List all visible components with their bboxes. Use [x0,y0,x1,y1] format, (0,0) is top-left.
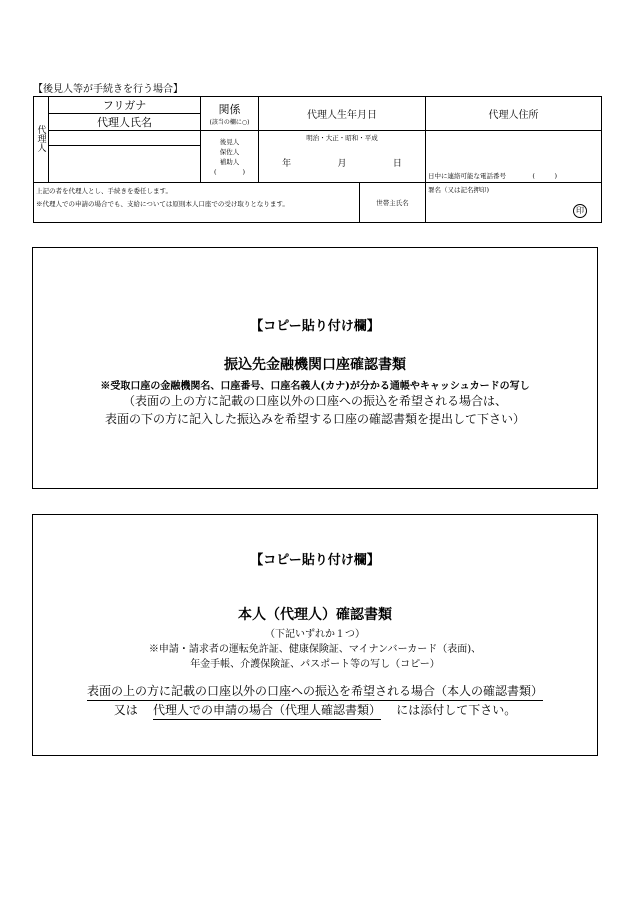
paste-label: 【コピー貼り付け欄】 [250,553,380,568]
note-line-2: 表面の下の方に記入した振込みを希望する口座の確認書類を提出して下さい） [104,412,525,426]
furigana-field[interactable] [49,131,201,146]
seal-icon: 印 [573,204,587,218]
relation-options[interactable]: 後見人 保佐人 補助人 ( ) [201,131,259,183]
agent-name-field[interactable] [49,146,201,183]
furigana-header: フリガナ [49,97,201,114]
requirement-line-1: ※申請・請求者の運転免許証、健康保険証、マイナンバーカード（表面)、 [148,644,482,655]
agent-form-table [33,96,602,223]
requirement-line-2: 年金手帳、介護保険証、パスポート等の写し（コピー） [190,659,440,670]
birthdate-field[interactable] [259,131,426,183]
paste-label: 【コピー貼り付け欄】 [250,319,380,334]
attach-line-1: 表面の上の方に記載の口座以外の口座への振込を希望される場合（本人の確認書類） [33,682,597,701]
householder-label: 世帯主氏名 [360,183,426,223]
signature-field[interactable]: 署名（又は記名押印) 印 [426,183,602,223]
doc-title: 振込先金融機関口座確認書類 [224,357,406,373]
relation-header: 関係 (該当の欄に○) [201,97,259,131]
delegation-text: 上記の者を代理人とし、手続きを委任します。 ※代理人での申請の場合でも、支給については原則本人口座での受け取りとなります。 [34,183,360,223]
attach-line-2: 又は 代理人での申請の場合（代理人確認書類） には添付して下さい。 [33,701,597,720]
birthdate-header: 代理人生年月日 [259,97,426,131]
agent-section-title: 【後見人等が手続きを行う場合】 [33,84,183,95]
identity-copy-paste-area [32,514,598,756]
account-copy-paste-area [32,247,598,489]
agent-name-header: 代理人氏名 [49,114,201,131]
requirement-text: ※受取口座の金融機関名、口座番号、口座名義人(カナ)が分かる通帳やキャッシュカードの写し [100,381,530,392]
era-options: 明治・大正・昭和・平成 [306,134,378,142]
doc-title: 本人（代理人）確認書類 [238,607,392,623]
address-field[interactable] [426,131,602,183]
sub-note: （下記いずれか１つ） [265,629,365,640]
note-line-1: （表面の上の方に記載の口座以外の口座への振込を希望される場合は、 [122,394,507,408]
agent-side-label: 代理人 [34,97,49,183]
date-labels: 年 月 日 [282,159,402,169]
address-header: 代理人住所 [426,97,602,131]
phone-label: 日中に連絡可能な電話番号 ( ) [428,172,557,180]
